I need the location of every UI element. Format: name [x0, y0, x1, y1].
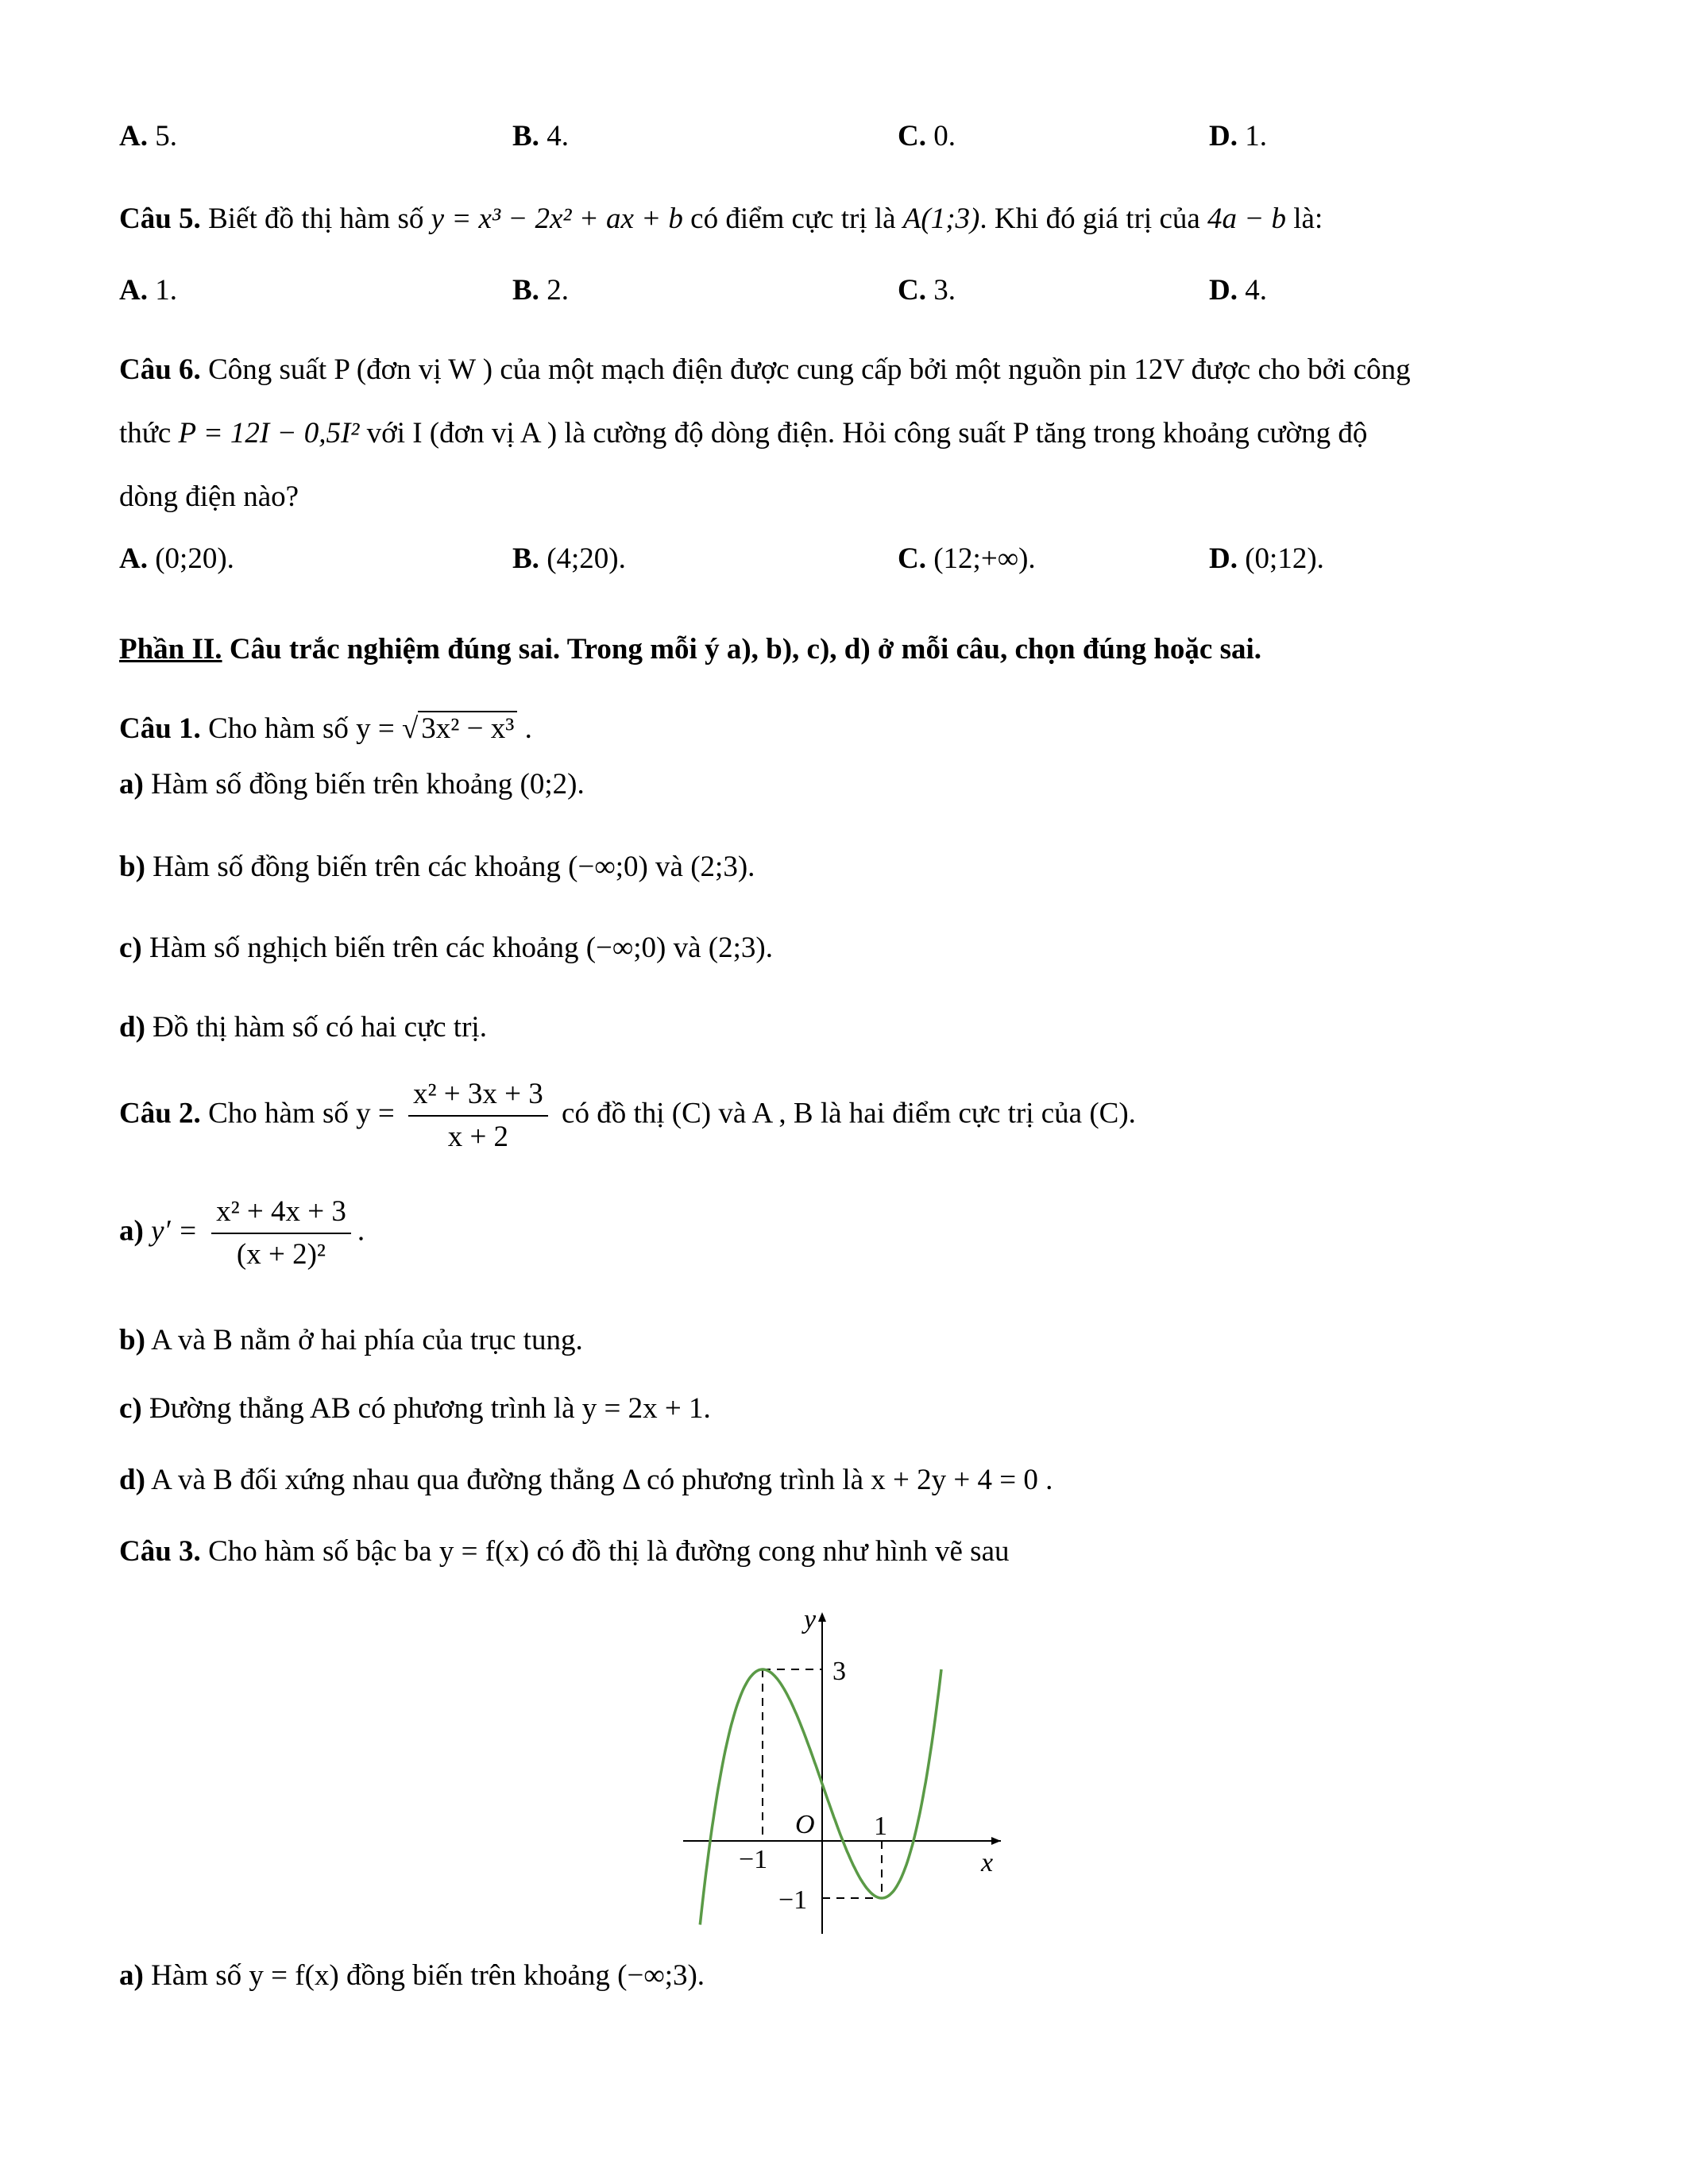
origin-label: O: [795, 1810, 815, 1839]
cubic-graph: [683, 1604, 1017, 1938]
tick-x-minus-1: −1: [739, 1845, 768, 1874]
p2q2-statement-c: c) Đường thẳng AB có phương trình là y = 2x + 1.: [119, 1392, 711, 1425]
q5-option-b: B. 2.: [512, 274, 569, 307]
p2q2-statement-d: d) A và B đối xứng nhau qua đường thẳng Δ có phương trình là x + 2y + 4 = 0 .: [119, 1464, 1053, 1496]
tick-x-1: 1: [874, 1812, 887, 1841]
q4-option-c: C. 0.: [898, 120, 956, 152]
p2q1-statement-d: d) Đồ thị hàm số có hai cực trị.: [119, 1011, 487, 1044]
p2q1-statement-b: b) Hàm số đồng biến trên các khoảng (−∞;0) và (2;3).: [119, 851, 755, 883]
part-2-heading: Phần II. Câu trắc nghiệm đúng sai. Trong mỗi ý a), b), c), d) ở mỗi câu, chọn đúng hoặc sai.: [119, 633, 1262, 666]
y-axis-label: y: [804, 1605, 817, 1634]
q5-option-d: D. 4.: [1209, 274, 1267, 307]
p2q1-stem: Câu 1. Cho hàm số y = √ 3x² − x³ .: [119, 712, 532, 745]
p2q2-stem: Câu 2. Cho hàm số y = $\frac{\text{x² + 3x + 3}}{x + 2}$ có đồ thị (C) và A , B là hai điểm cực trị của (C).: [119, 1078, 1136, 1153]
q4-option-d: D. 1.: [1209, 120, 1267, 152]
p2q1-statement-a: a) Hàm số đồng biến trên khoảng (0;2).: [119, 768, 585, 801]
y-axis-arrow: [818, 1612, 826, 1622]
q4-option-a: A. 5.: [119, 120, 177, 152]
q5-stem: Câu 5. Biết đồ thị hàm số y = x³ − 2x² + ax + b có điểm cực trị là A(1;3). Khi đó giá trị của 4a − b là:: [119, 203, 1323, 235]
tick-y-3: 3: [832, 1657, 846, 1686]
p2q2-derivative-fraction: $\frac{\text{x² + 4x + 3}}{\text{(x + 2)²}}$: [211, 1194, 351, 1272]
x-axis-arrow: [991, 1837, 1001, 1845]
x-axis-label: x: [981, 1848, 994, 1877]
q6-option-b: B. (4;20).: [512, 542, 626, 575]
q6-option-c: C. (12;+∞).: [898, 542, 1036, 575]
tick-y-minus-1: −1: [778, 1885, 808, 1915]
q6-line-2: thức P = 12I − 0,5I² với I (đơn vị A ) là cường độ dòng điện. Hỏi công suất P tăng trong khoảng cường độ: [119, 417, 1368, 450]
p2q2-fraction: $\frac{\text{x² + 3x + 3}}{x + 2}$: [408, 1077, 548, 1155]
q6-option-a: A. (0;20).: [119, 542, 234, 575]
q5-option-a: A. 1.: [119, 274, 177, 307]
q6-option-d: D. (0;12).: [1209, 542, 1324, 575]
q6-line-1: Câu 6. Công suất P (đơn vị W ) của một mạch điện được cung cấp bởi một nguồn pin 12V được cho bởi công: [119, 353, 1411, 386]
p2q1-statement-c: c) Hàm số nghịch biến trên các khoảng (−∞;0) và (2;3).: [119, 932, 773, 964]
q4-option-b: B. 4.: [512, 120, 569, 152]
p2q2-statement-b: b) A và B nằm ở hai phía của trục tung.: [119, 1324, 583, 1356]
p2q2-statement-a: a) y′ = $\frac{\text{x² + 4x + 3}}{\text{(x + 2)²}}$ .: [119, 1195, 365, 1271]
q6-line-3: dòng điện nào?: [119, 480, 299, 513]
p2q3-stem: Câu 3. Cho hàm số bậc ba y = f(x) có đồ thị là đường cong như hình vẽ sau: [119, 1535, 1010, 1568]
q5-option-c: C. 3.: [898, 274, 956, 307]
p2q3-statement-a: a) Hàm số y = f(x) đồng biến trên khoảng (−∞;3).: [119, 1959, 705, 1992]
cubic-curve: [700, 1669, 941, 1925]
